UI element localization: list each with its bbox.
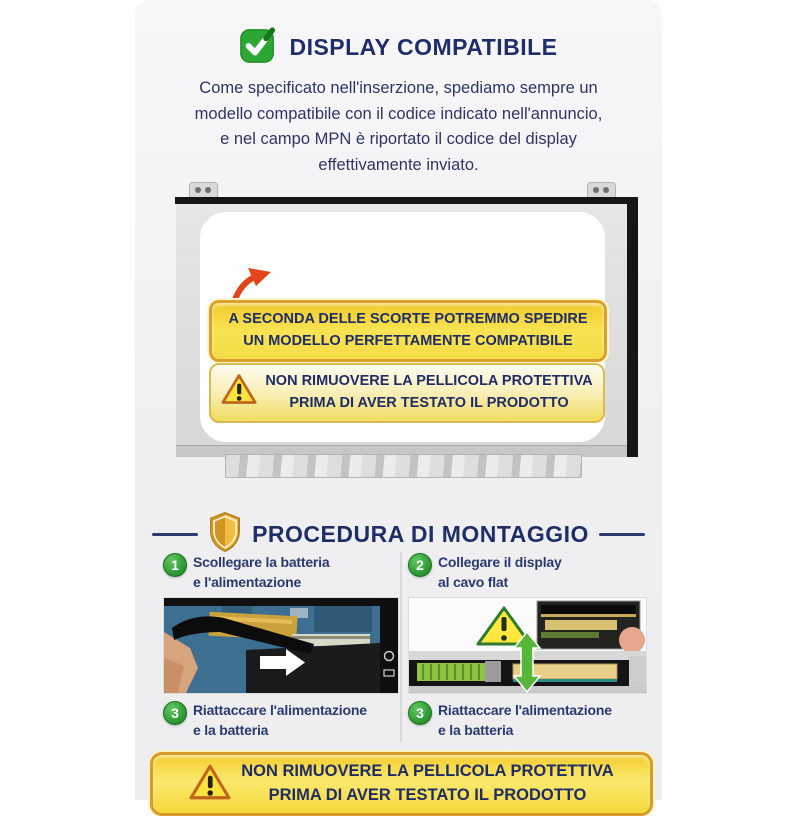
step-3-right-line-2: e la batteria [438, 722, 514, 739]
step-1-line-2: e l'alimentazione [193, 574, 302, 591]
intro-line-2: modello compatibile con il codice indicato nell'annuncio, [194, 104, 603, 123]
display-panel-photo [175, 182, 640, 478]
check-icon [239, 26, 277, 69]
film-banner-line-2: PRIMA DI AVER TESTATO IL PRODOTTO [289, 395, 569, 411]
warning-triangle-icon [221, 372, 257, 414]
footer-warning-banner [150, 752, 653, 816]
battery-disconnect-photo [163, 597, 399, 694]
step-1-badge: 1 [163, 553, 187, 577]
screw-hole [205, 187, 211, 193]
step-3-left-line-2: e la batteria [193, 722, 269, 739]
intro-line-1: Come specificato nell'inserzione, spediamo sempre un [199, 79, 598, 97]
step-3-right-badge: 3 [408, 701, 432, 725]
procedure-header [135, 512, 662, 557]
warning-triangle-icon [189, 763, 231, 806]
stock-notice-banner [209, 300, 607, 362]
step-1 [163, 552, 329, 593]
divider-line-left [152, 533, 198, 536]
step-3-left-badge: 3 [163, 701, 187, 725]
step-3-right-line-1: Riattaccare l'alimentazione [438, 702, 612, 718]
column-divider [400, 552, 402, 742]
flat-cable-connect-photo [408, 597, 647, 694]
stock-banner-line-1: A SECONDA DELLE SCORTE POTREMMO SPEDIRE [228, 311, 588, 328]
step-2-line-2: al cavo flat [438, 574, 508, 591]
intro-line-3: e nel campo MPN è riportato il codice del display [220, 130, 577, 149]
step-3-right [408, 700, 612, 741]
panel-top-edge [175, 197, 638, 204]
protective-film-banner [209, 363, 605, 423]
film-banner-line-1: NON RIMUOVERE LA PELLICOLA PROTETTIVA [265, 373, 593, 390]
divider-line-right [599, 533, 645, 536]
step-3-left-line-1: Riattaccare l'alimentazione [193, 702, 367, 718]
stock-banner-line-2: UN MODELLO PERFETTAMENTE COMPATIBILE [243, 333, 573, 349]
page-title: DISPLAY COMPATIBILE [289, 34, 558, 60]
step-3-left [163, 700, 367, 741]
footer-banner-line-1: NON RIMUOVERE LA PELLICOLA PROTETTIVA [241, 762, 614, 781]
footer-banner-line-2: PRIMA DI AVER TESTATO IL PRODOTTO [268, 786, 587, 804]
step-2-line-1: Collegare il display [438, 554, 562, 570]
step-2 [408, 552, 562, 593]
step-1-line-1: Scollegare la batteria [193, 554, 330, 570]
screw-hole [593, 187, 599, 193]
header [135, 26, 662, 69]
panel-foil-strip [225, 454, 582, 478]
listing-card [135, 0, 662, 804]
intro-paragraph [145, 76, 652, 178]
shield-icon [208, 512, 242, 557]
screw-hole [603, 187, 609, 193]
procedure-title: PROCEDURA DI MONTAGGIO [252, 521, 589, 547]
intro-line-4: effettivamente inviato. [318, 155, 479, 174]
panel-right-edge [627, 197, 638, 457]
step-2-badge: 2 [408, 553, 432, 577]
screw-hole [195, 187, 201, 193]
